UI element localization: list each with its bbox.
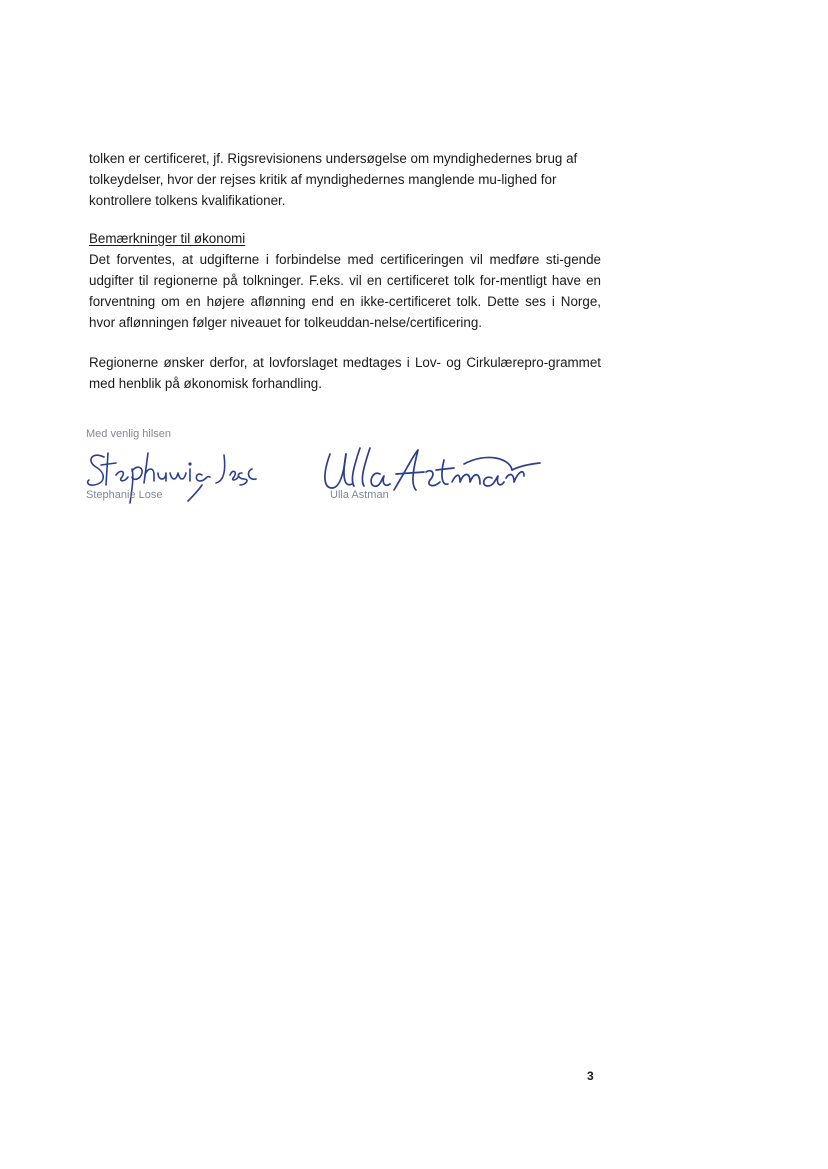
page-number: 3	[587, 1069, 594, 1083]
signer-name-right: Ulla Astman	[330, 489, 389, 501]
economy-heading: Bemærkninger til økonomi	[89, 231, 246, 246]
paragraph-expected-costs: Det forventes, at udgifterne i forbindelse med certificeringen vil medføre sti-gende udgifter til regionerne på tolkninger. F.eks. vil en certificeret tolk for-mentligt have en forventning om en højere aflønning end en ikke-certificeret tolk. Dette ses i Norge, hvor aflønningen følger niveauet for tolkeuddan-nelse/certificering.	[89, 252, 601, 330]
paragraph-interpreter-certification: tolken er certificeret, jf. Rigsrevisionens undersøgelse om myndighedernes brug af tolkeydelser, hvor der rejses kritik af myndighedernes manglende mu-lighed for kontrollere tolkens kvalifikationer.	[89, 151, 578, 208]
signer-name-left: Stephanie Lose	[86, 489, 163, 501]
closing-greeting: Med venlig hilsen	[86, 428, 171, 440]
paragraph-regions-request: Regionerne ønsker derfor, at lovforslaget medtages i Lov- og Cirkulærepro-grammet med henblik på økonomisk forhandling.	[89, 355, 601, 391]
